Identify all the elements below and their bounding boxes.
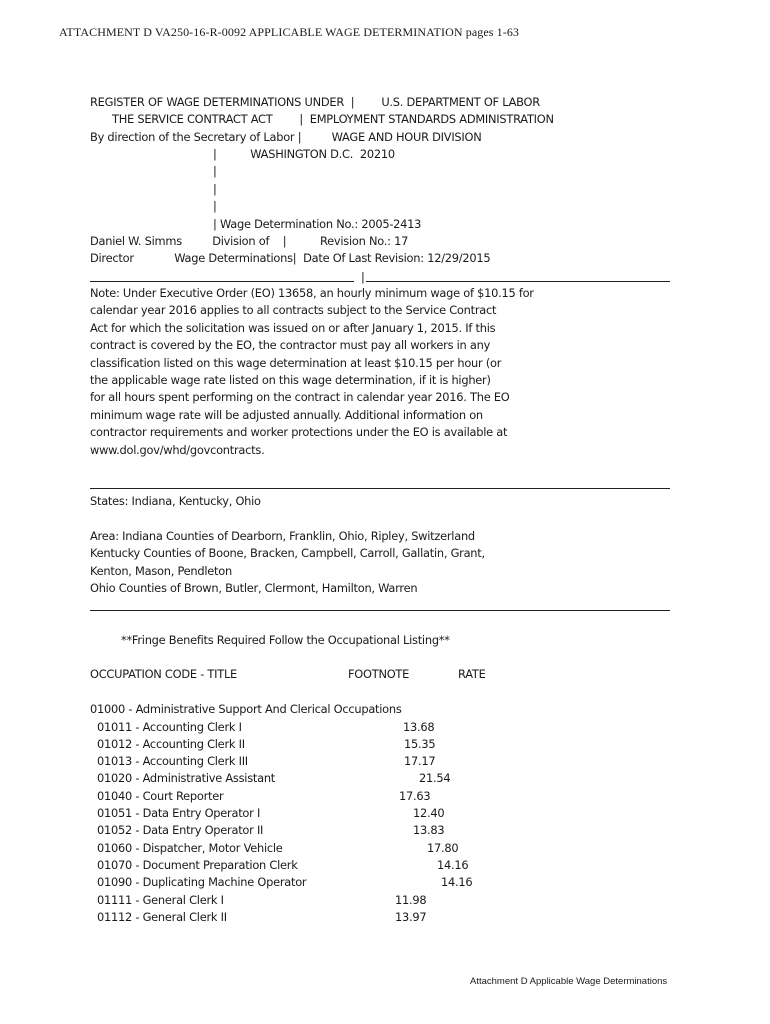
occupation-rate: 15.35 — [404, 736, 436, 751]
title-line-6: | — [213, 182, 217, 196]
occupation-title: 01051 - Data Entry Operator I — [97, 806, 261, 820]
note-line: Note: Under Executive Order (EO) 13658, an hourly minimum wage of $10.15 for — [90, 286, 534, 300]
note-line: Act for which the solicitation was issued on or after January 1, 2015. If this — [90, 320, 496, 335]
states: States: Indiana, Kentucky, Ohio — [90, 494, 261, 508]
title-line-1: REGISTER OF WAGE DETERMINATIONS UNDER | U.S. DEPARTMENT OF LABOR — [90, 95, 540, 109]
occupation-title: 01060 - Dispatcher, Motor Vehicle — [97, 840, 283, 855]
occupation-rate: 12.40 — [413, 806, 445, 820]
occupation-title: 01052 - Data Entry Operator II — [97, 823, 264, 838]
column-header-rate: RATE — [458, 667, 486, 681]
divider-3 — [90, 610, 670, 611]
occupation-title: 01040 - Court Reporter — [97, 788, 224, 803]
title-line-3: By direction of the Secretary of Labor | WAGE AND HOUR DIVISION — [90, 130, 482, 144]
occupation-rate: 11.98 — [395, 892, 427, 907]
area-line: Ohio Counties of Brown, Butler, Clermont, Hamilton, Warren — [90, 581, 418, 596]
wage-determination-number: | Wage Determination No.: 2005-2413 — [213, 217, 422, 231]
column-header-code-title: OCCUPATION CODE - TITLE — [90, 667, 237, 681]
divider-2 — [90, 488, 670, 489]
occupation-title: 01111 - General Clerk I — [97, 892, 224, 907]
area-line: Area: Indiana Counties of Dearborn, Franklin, Ohio, Ripley, Switzerland — [90, 529, 475, 543]
fringe-note: **Fringe Benefits Required Follow the Occupational Listing** — [121, 633, 450, 647]
title-line-4: | WASHINGTON D.C. 20210 — [213, 147, 395, 161]
occupation-title: 01070 - Document Preparation Clerk — [97, 857, 298, 872]
occupation-rate: 17.17 — [404, 754, 436, 769]
title-line-5: | — [213, 164, 217, 178]
divider-right — [366, 281, 670, 282]
note-line: www.dol.gov/whd/govcontracts. — [90, 442, 265, 457]
page-header: ATTACHMENT D VA250-16-R-0092 APPLICABLE WAGE DETERMINATION pages 1-63 — [59, 25, 520, 39]
page-footer: Attachment D Applicable Wage Determinations — [470, 976, 668, 987]
divider-bar: | — [361, 270, 365, 284]
title-line-10: Director Wage Determinations| Date Of Last Revision: 12/29/2015 — [90, 251, 491, 265]
occupation-rate: 17.63 — [399, 788, 431, 803]
occupation-title: 01013 - Accounting Clerk III — [97, 754, 248, 769]
title-line-7: | — [213, 199, 217, 213]
column-header-footnote: FOOTNOTE — [348, 667, 410, 681]
divider-left — [90, 281, 354, 282]
occupation-title: 01020 - Administrative Assistant — [97, 771, 276, 786]
note-line: contractor requirements and worker protections under the EO is available at — [90, 425, 508, 440]
note-line: classification listed on this wage determination at least $10.15 per hour (or — [90, 355, 502, 370]
area-line: Kentucky Counties of Boone, Bracken, Campbell, Carroll, Gallatin, Grant, — [90, 546, 485, 561]
occupation-group-title: 01000 - Administrative Support And Clerical Occupations — [90, 702, 402, 716]
title-line-9: Daniel W. Simms Division of | Revision No.: 17 — [90, 234, 409, 248]
occupation-rate: 14.16 — [441, 875, 473, 890]
note-line: contract is covered by the EO, the contractor must pay all workers in any — [90, 338, 491, 353]
occupation-title: 01012 - Accounting Clerk II — [97, 736, 245, 751]
occupation-rate: 14.16 — [437, 857, 469, 872]
occupation-title: 01011 - Accounting Clerk I — [97, 719, 242, 734]
note-line: the applicable wage rate listed on this wage determination, if it is higher) — [90, 373, 491, 387]
note-line: minimum wage rate will be adjusted annually. Additional information on — [90, 407, 483, 422]
occupation-rate: 13.68 — [403, 719, 435, 734]
occupation-title: 01090 - Duplicating Machine Operator — [97, 875, 307, 890]
note-line: calendar year 2016 applies to all contracts subject to the Service Contract — [90, 303, 497, 318]
title-line-2: THE SERVICE CONTRACT ACT | EMPLOYMENT STANDARDS ADMINISTRATION — [112, 112, 554, 126]
occupation-rate: 13.97 — [395, 909, 427, 924]
area-line: Kenton, Mason, Pendleton — [90, 563, 232, 578]
note-line: for all hours spent performing on the contract in calendar year 2016. The EO — [90, 390, 510, 405]
occupation-rate: 21.54 — [419, 771, 451, 786]
occupation-rate: 17.80 — [427, 840, 459, 855]
occupation-rate: 13.83 — [413, 823, 445, 838]
occupation-title: 01112 - General Clerk II — [97, 909, 227, 924]
